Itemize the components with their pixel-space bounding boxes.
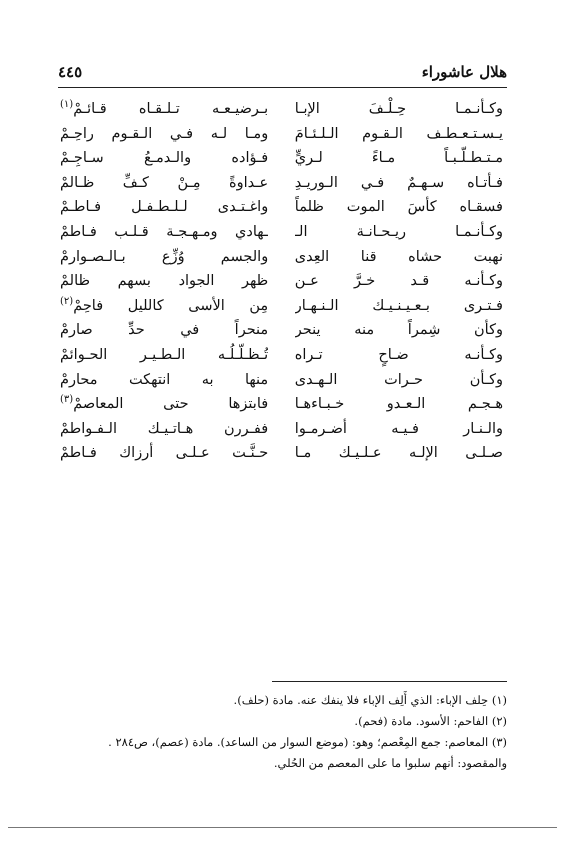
verse-first-hemistich: وكـأنـمـا حِـلْـفَ الإبـا (294, 101, 503, 117)
verse-second-hemistich (60, 441, 268, 466)
verse-line (60, 368, 503, 393)
verse-second-hemistich-text: فـؤاده والـدمـعُ سـاجِـمْ (60, 150, 269, 167)
verse-line (60, 97, 503, 122)
footnote-marker[interactable]: (٢) (60, 295, 74, 307)
verse-second-hemistich-text: عـداوةً مِـنْ كـفِّ ظـالمْ (60, 174, 269, 191)
verse-first-hemistich: نهبت حشاه قنا العِدى (294, 248, 503, 265)
verse-second-hemistich (60, 97, 268, 122)
verse-second-hemistich-text: واغـتـدى لـلـطـفـل فـاطـمْ (60, 199, 269, 216)
verse-second-hemistich (60, 343, 268, 368)
verse-second-hemistich (60, 269, 268, 294)
verse-second-hemistich-text: حـنَّـت عـلـى أرزاك فـاطمْ (60, 445, 269, 462)
verse-second-hemistich (60, 294, 268, 319)
verse-line (60, 245, 503, 270)
verse-second-hemistich (60, 245, 268, 270)
verse-line (60, 269, 503, 294)
verse-second-hemistich-text: ففـررن هـاتـيـك الـفـواطمْ (60, 420, 269, 437)
verse-first-hemistich: هـجـم الـعـدو خـبـاءهـا (294, 396, 503, 413)
verse-second-hemistich (60, 368, 268, 393)
verse-first-hemistich: فـأتـاه سـهـمٌ فـي الـوريـدِ (294, 174, 503, 191)
running-header (58, 62, 507, 82)
verse-second-hemistich (60, 220, 268, 245)
verse-first-hemistich: يـسـتـعـطـف الـقـوم الـلـئـامَ (294, 125, 503, 142)
verse-line (60, 417, 503, 442)
verse-line (60, 392, 503, 417)
verse-first-hemistich: والـنـار فـيـه أضـرمـوا (294, 420, 503, 437)
verse-second-hemistich-text: منها به انتهكت محارمْ (60, 371, 269, 388)
verse-line (60, 441, 503, 466)
footnote-marker[interactable]: (١) (60, 99, 74, 111)
verse-second-hemistich-text: والجسم وُزِّع بـالـصـوارمْ (60, 248, 269, 265)
page-number: ٤٤٥ (58, 63, 83, 81)
footnote: (٢) الفاحم: الأسود. مادة (فحم). (354, 714, 507, 728)
verse-second-hemistich (60, 146, 268, 171)
verse-first-hemistich: وكـأنـه ضـاحٍ تـراه (294, 346, 503, 363)
page-bottom-rule (8, 827, 557, 828)
verse-second-hemistich-text: فابتزها حتى المعاصمْ (73, 396, 269, 413)
footnote: (١) حِلف الإباء: الذي أَلِف الإباء فلا ينفك عنه. مادة (حلف). (233, 693, 507, 707)
verse-line (60, 171, 503, 196)
verse-second-hemistich-text: ـهادي ومـهـجـة قـلـب فـاطمْ (60, 223, 269, 240)
footnotes (58, 690, 507, 774)
verse-line (60, 343, 503, 368)
verse-first-hemistich: وكـأنـمـا ريـحـانـة الـ (294, 223, 503, 240)
footnote-marker[interactable]: (٣) (60, 394, 74, 406)
header-title: هلال عاشوراء (421, 63, 507, 81)
footnote: (٣) المعاصم: جمع المِعْصم؛ وهو: (موضع السوار من الساعد). مادة (عصم)، ص٢٨٤ . والمقصود: أنهم سلبوا ما على المعصم من الحُلي. (108, 735, 507, 770)
poem (60, 97, 503, 466)
verse-first-hemistich: وكـأن حـرات الـهـدى (294, 371, 503, 388)
verse-line (60, 195, 503, 220)
verse-second-hemistich (60, 318, 268, 343)
verse-second-hemistich-text: ظهر الجواد بسهم ظالمْ (60, 273, 269, 290)
header-rule (58, 87, 507, 88)
verse-second-hemistich (60, 195, 268, 220)
verse-line (60, 122, 503, 147)
verse-second-hemistich (60, 171, 268, 196)
verse-first-hemistich: مـتـطـلّـبـاً مـاءً لـريٍّ (294, 150, 503, 167)
verse-first-hemistich: وكـأنـه قـد خـرَّ عـن (294, 273, 503, 290)
verse-second-hemistich-text: منحراً في حدِّ صارمْ (60, 322, 269, 339)
verse-second-hemistich (60, 417, 268, 442)
verse-line (60, 220, 503, 245)
verse-first-hemistich: صـلـى الإلـه عـلـيـك مـا (294, 445, 503, 462)
verse-first-hemistich: فسقـاه كأسَ الموت ظلماً (294, 199, 503, 216)
verse-second-hemistich (60, 122, 268, 147)
verse-line (60, 294, 503, 319)
verse-second-hemistich-text: تُـظـلّـلُـه الـطـيـر الحـوائمْ (60, 346, 269, 363)
footnote-rule (272, 681, 507, 682)
verse-second-hemistich-text: ومـا لـه فـي الـقـوم راحِـمْ (60, 125, 269, 142)
verse-second-hemistich-text: مِن الأسى كالليل فاحِمْ (73, 297, 269, 314)
verse-first-hemistich: وكأن شِمراً منه ينحر (294, 322, 503, 339)
verse-line (60, 318, 503, 343)
verse-first-hemistich: فـتـرى بـعـيـنـيـك الـنـهـار (294, 297, 503, 314)
verse-line (60, 146, 503, 171)
verse-second-hemistich-text: بـرضيـعـه تـلـقـاه قـائـمْ (73, 101, 269, 117)
verse-second-hemistich (60, 392, 268, 417)
